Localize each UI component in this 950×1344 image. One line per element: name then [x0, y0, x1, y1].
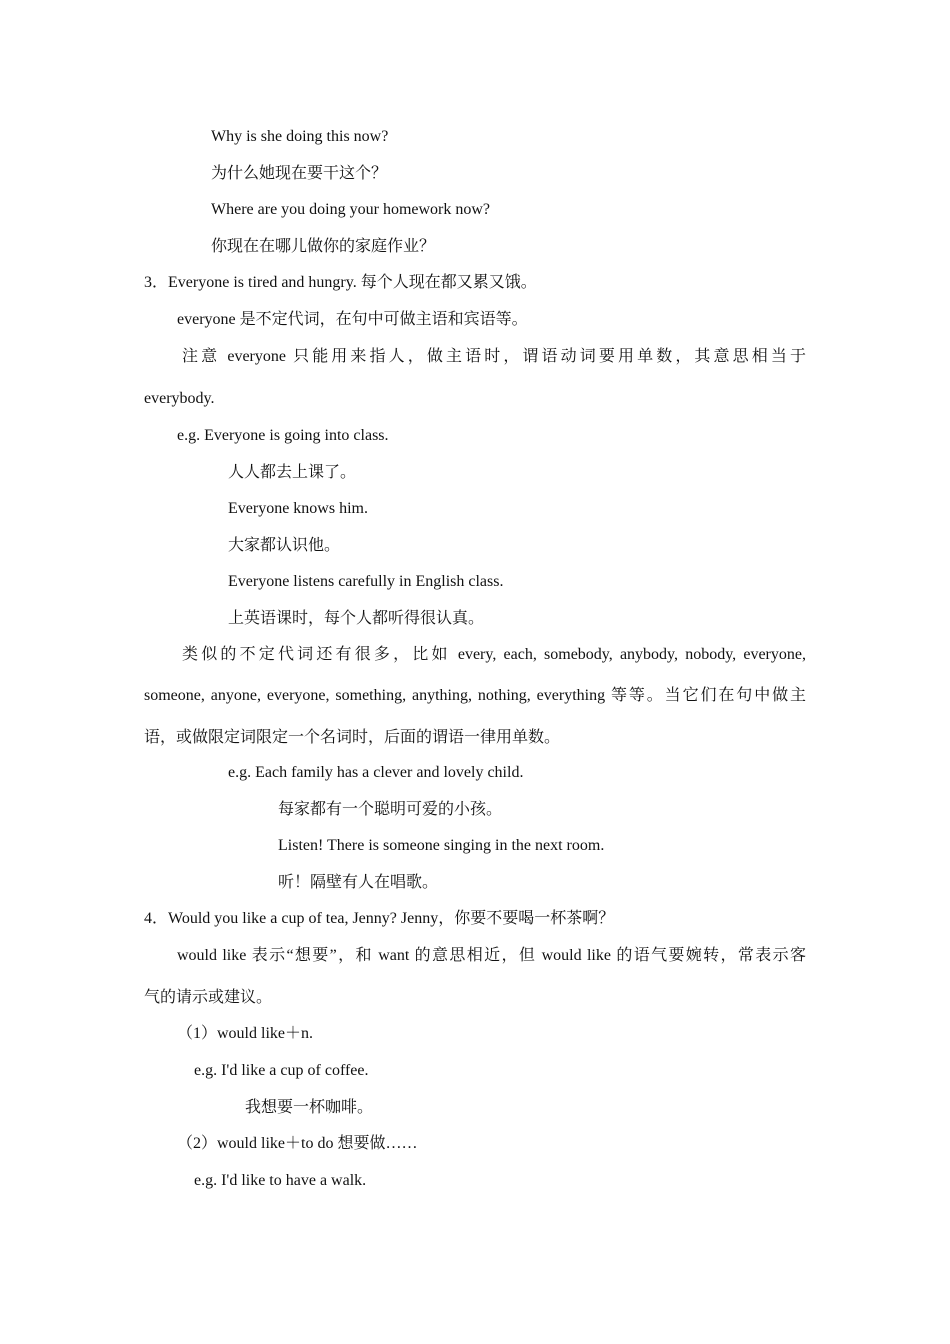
usage-item: （2）would like＋to do 想要做……	[177, 1135, 418, 1152]
explanation-text: would like 表示“想要”，和 want 的意思相近，但 would like 的语气要婉转，常表示客	[177, 947, 806, 964]
point-heading-3	[144, 273, 537, 293]
example-translation: 大家都认识他。	[228, 537, 341, 554]
note-text: 注意 everyone 只能用来指人，做主语时，谓语动词要用单数，其意思相当于	[182, 348, 806, 365]
example-translation: 人人都去上课了。	[228, 464, 357, 481]
explanation-text: 类似的不定代词还有很多，比如 every, each, somebody, anybody, nobody, everyone,	[182, 646, 806, 663]
example-sentence: Everyone listens carefully in English class.	[228, 573, 504, 590]
point-number: 4．	[144, 910, 169, 927]
example-sentence: e.g. I'd like to have a walk.	[194, 1172, 367, 1189]
explanation-text: someone, anyone, everyone, something, anything, nothing, everything 等等。当它们在句中做主	[144, 687, 806, 704]
example-translation: 为什么她现在要干这个？	[211, 165, 388, 182]
example-translation: 每家都有一个聪明可爱的小孩。	[278, 801, 503, 818]
usage-item: （1）would like＋n.	[177, 1025, 313, 1042]
example-sentence: Everyone knows him.	[228, 500, 368, 517]
example-translation: 你现在在哪儿做你的家庭作业？	[211, 238, 436, 255]
explanation-text: 语，或做限定词限定一个名词时，后面的谓语一律用单数。	[144, 729, 561, 746]
example-sentence: e.g. Each family has a clever and lovely child.	[228, 764, 524, 781]
point-text: Would you like a cup of tea, Jenny? Jenny，你要不要喝一杯茶啊？	[168, 910, 615, 927]
point-number: 3．	[144, 274, 169, 291]
explanation-text: 气的请示或建议。	[144, 989, 273, 1006]
explanation-text: everyone 是不定代词，在句中可做主语和宾语等。	[177, 311, 528, 328]
note-text-continued: everybody.	[144, 390, 215, 407]
example-sentence: Listen! There is someone singing in the next room.	[278, 837, 605, 854]
example-sentence: Where are you doing your homework now?	[211, 201, 491, 218]
point-heading-4	[144, 909, 614, 929]
example-translation: 我想要一杯咖啡。	[245, 1099, 374, 1116]
example-sentence: e.g. Everyone is going into class.	[177, 427, 389, 444]
example-translation: 上英语课时，每个人都听得很认真。	[228, 610, 485, 627]
example-sentence: e.g. I'd like a cup of coffee.	[194, 1062, 369, 1079]
point-text: Everyone is tired and hungry. 每个人现在都又累又饿。	[168, 274, 537, 291]
example-translation: 听！隔壁有人在唱歌。	[278, 874, 439, 891]
example-sentence: Why is she doing this now?	[211, 128, 389, 145]
